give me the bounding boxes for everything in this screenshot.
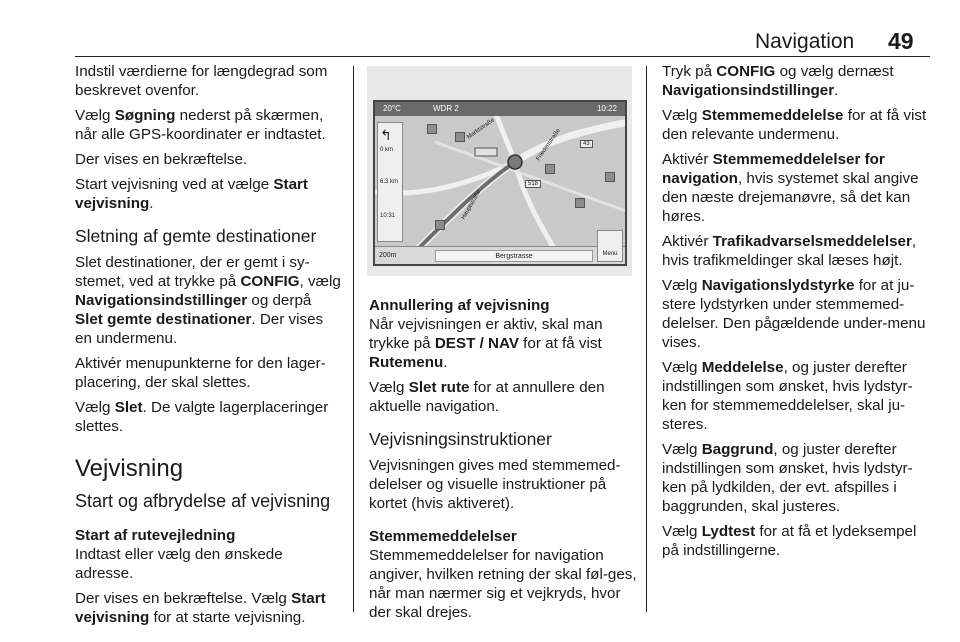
poi-icon (455, 132, 465, 142)
paragraph: Der vises en bekræftelse. (75, 151, 248, 168)
column-divider-2 (646, 66, 647, 612)
turn-arrow-icon: ↰ (380, 127, 392, 143)
paragraph: Vælg Slet. De valgte lagerplaceringer slettes. (75, 399, 329, 435)
page-number: 49 (888, 28, 914, 54)
paragraph: Aktivér Stemmemeddelelser for navigation, hvis systemet skal angive den næste drejemanøvre, så det kan høres. (662, 151, 919, 225)
paragraph: Vælg Slet rute for at annullere den aktuelle navigation. (369, 379, 605, 415)
current-street: Bergstrasse (435, 250, 593, 262)
heading-start-route: Start af rutevejledning (75, 527, 236, 544)
paragraph: Indtast eller vælg den ønskede adresse. (75, 546, 283, 582)
heading-start-stop: Start og afbrydelse af vejvisning (75, 491, 331, 511)
heading-guidance: Vejvisning (75, 455, 184, 482)
paragraph: Stemmemeddelelser for navigation angiver, hvilken retning der skal føl-ges, når man nærmer sig et vejkryds, hvor der skal drejes. (369, 547, 637, 621)
poi-icon (427, 124, 437, 134)
paragraph: Start vejvisning ved at vælge Start vejvisning. (75, 176, 308, 212)
column-2 (369, 296, 637, 628)
header-divider (75, 56, 930, 57)
paragraph: Når vejvisningen er aktiv, skal man trykke på DEST / NAV for at få vist Rutemenu. (369, 316, 603, 371)
heading-cancel-guidance: Annullering af vejvisning (369, 297, 550, 314)
paragraph: Der vises en bekræftelse. Vælg Start vejvisning for at starte vejvisning. (75, 590, 326, 626)
paragraph: Aktivér Trafikadvarselsmeddelelser, hvis trafikmeldinger skal læses højt. (662, 233, 917, 269)
map-roads (375, 102, 627, 266)
paragraph: Vælg Meddelelse, og juster derefter indstillingen som ønsket, hvis lydstyr-ken for stemmemeddelelser, skal ju-steres. (662, 359, 913, 433)
paragraph: Vælg Søgning nederst på skærmen, når alle GPS-koordinater er indtastet. (75, 107, 326, 143)
poi-icon (435, 220, 445, 230)
menu-button: Menu (597, 230, 623, 262)
paragraph: Tryk på CONFIG og vælg dernæst Navigationsindstillinger. (662, 63, 894, 99)
column-1 (75, 62, 343, 633)
paragraph: Indstil værdierne for længdegrad som beskrevet ovenfor. (75, 63, 328, 99)
paragraph: Vælg Stemmemeddelelse for at få vist den relevante undermenu. (662, 107, 927, 143)
route-info-panel: ↰ 0 km 6.3 km 10:31 (377, 122, 403, 242)
paragraph: Vælg Lydtest for at få et lydeksempel på indstillingerne. (662, 523, 917, 559)
map-display: 20°C WDR 2 10:22 ↰ 0 km 6.3 km 10:31 518 43 Marktstraße Friedenstraße Hauptstraße 200m Bergstrasse Menu (373, 100, 627, 266)
column-3 (662, 62, 930, 566)
road-shield: 518 (525, 180, 541, 188)
poi-icon (605, 172, 615, 182)
heading-instructions: Vejvisningsinstruktioner (369, 429, 552, 449)
poi-icon (545, 164, 555, 174)
heading-delete-destinations: Sletning af gemte destinationer (75, 226, 317, 246)
road-shield: 43 (580, 140, 593, 148)
page-header (0, 0, 960, 56)
paragraph: Vælg Navigationslydstyrke for at ju-stere lydstyrken under stemmemed-delelser. Den pågældende under-menu vises. (662, 277, 926, 351)
navigation-screen-photo (367, 66, 632, 276)
paragraph: Slet destinationer, der er gemt i sy-stemet, ved at trykke på CONFIG, vælg Navigationsindstillinger og derpå Slet gemte destinationer. Der vises en undermenu. (75, 254, 341, 347)
paragraph: Vejvisningen gives med stemmemed-delelser og visuelle instruktioner på kortet (hvis aktiveret). (369, 457, 621, 512)
status-bar: 20°C WDR 2 10:22 (375, 102, 625, 116)
street-bar: 200m Bergstrasse (375, 246, 625, 264)
heading-voice-messages: Stemmemeddelelser (369, 528, 517, 545)
poi-icon (575, 198, 585, 208)
paragraph: Aktivér menupunkterne for den lager-placering, der skal slettes. (75, 355, 326, 391)
column-divider-1 (353, 66, 354, 612)
section-title: Navigation (755, 30, 855, 53)
paragraph: Vælg Baggrund, og juster derefter indstillingen som ønsket, hvis lydstyr-ken på lydkilden, der evt. afspilles i baggrunden, skal justeres. (662, 441, 913, 515)
